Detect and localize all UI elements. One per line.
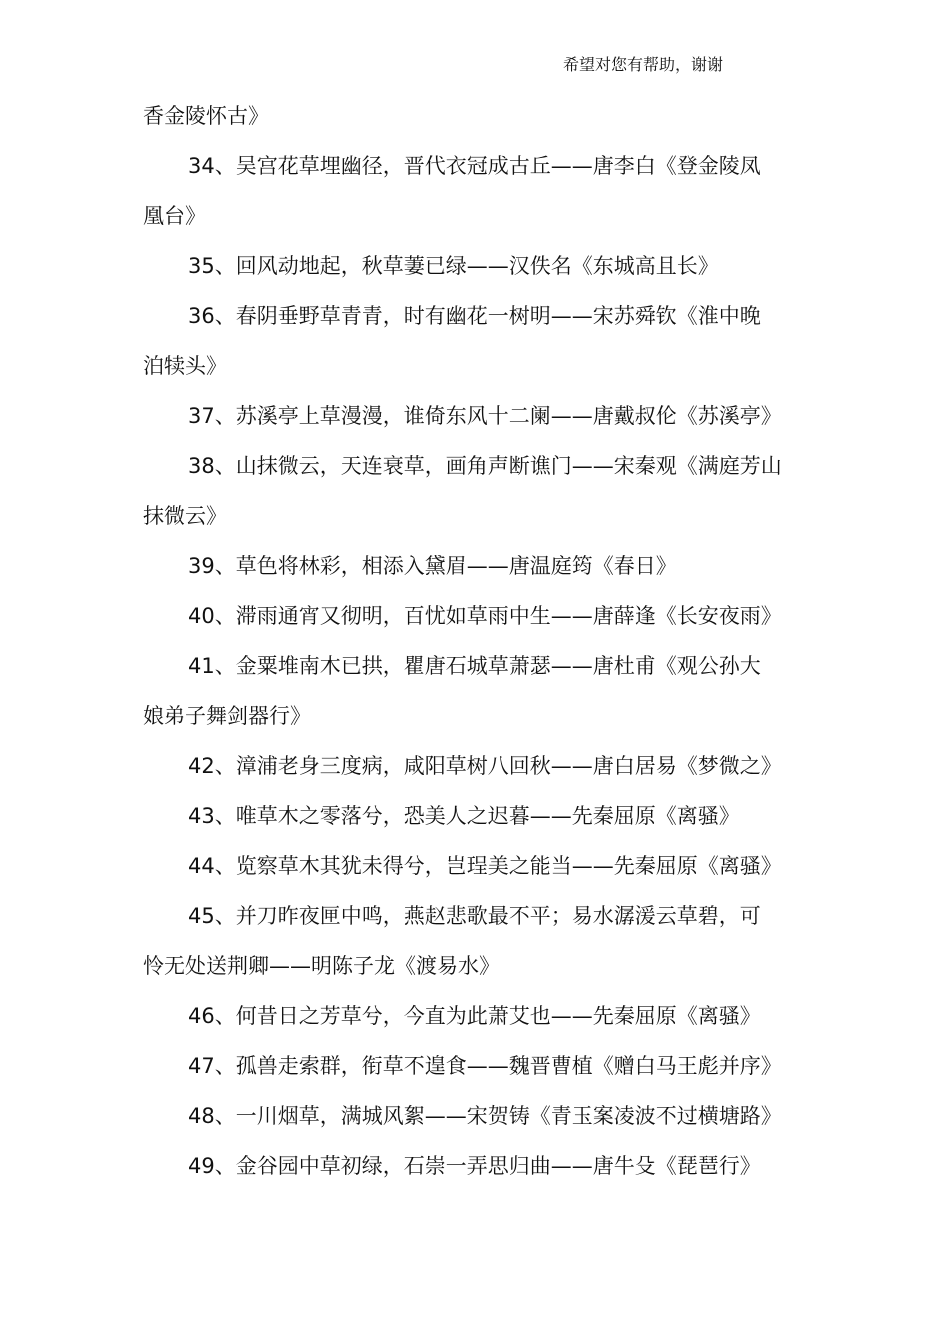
text-line: 35、回风动地起，秋草萋已绿——汉佚名《东城高且长》 — [188, 254, 719, 278]
text-line: 46、何昔日之芳草兮，今直为此萧艾也——先秦屈原《离骚》 — [188, 1004, 761, 1028]
text-line: 43、唯草木之零落兮，恐美人之迟暮——先秦屈原《离骚》 — [188, 804, 740, 828]
text-line: 37、苏溪亭上草漫漫，谁倚东风十二阑——唐戴叔伦《苏溪亭》 — [188, 404, 782, 428]
text-line: 香金陵怀古》 — [143, 104, 269, 128]
header-note: 希望对您有帮助，谢谢 — [563, 55, 724, 74]
text-line: 娘弟子舞剑器行》 — [143, 704, 311, 728]
text-line: 48、一川烟草，满城风絮——宋贺铸《青玉案凌波不过横塘路》 — [188, 1104, 782, 1128]
text-line: 怜无处送荆卿——明陈子龙《渡易水》 — [143, 954, 500, 978]
text-line: 抹微云》 — [143, 504, 227, 528]
text-line: 42、漳浦老身三度病，咸阳草树八回秋——唐白居易《梦微之》 — [188, 754, 782, 778]
text-line: 凰台》 — [143, 204, 206, 228]
text-line: 34、吴宫花草埋幽径，晋代衣冠成古丘——唐李白《登金陵凤 — [188, 154, 761, 178]
text-line: 39、草色将林彩，相添入黛眉——唐温庭筠《春日》 — [188, 554, 677, 578]
text-line: 38、山抹微云，天连衰草，画角声断谯门——宋秦观《满庭芳山 — [188, 454, 782, 478]
text-line: 泊犊头》 — [143, 354, 227, 378]
text-line: 36、春阴垂野草青青，时有幽花一树明——宋苏舜钦《淮中晚 — [188, 304, 761, 328]
text-line: 40、滞雨通宵又彻明，百忧如草雨中生——唐薛逢《长安夜雨》 — [188, 604, 782, 628]
text-line: 41、金粟堆南木已拱，瞿唐石城草萧瑟——唐杜甫《观公孙大 — [188, 654, 761, 678]
text-line: 44、览察草木其犹未得兮，岂珵美之能当——先秦屈原《离骚》 — [188, 854, 782, 878]
poem-list — [143, 91, 805, 1191]
text-line: 45、并刀昨夜匣中鸣，燕赵悲歌最不平；易水潺湲云草碧，可 — [188, 904, 761, 928]
text-line: 47、孤兽走索群，衔草不遑食——魏晋曹植《赠白马王彪并序》 — [188, 1054, 782, 1078]
text-line: 49、金谷园中草初绿，石崇一弄思归曲——唐牛殳《琵琶行》 — [188, 1154, 761, 1178]
